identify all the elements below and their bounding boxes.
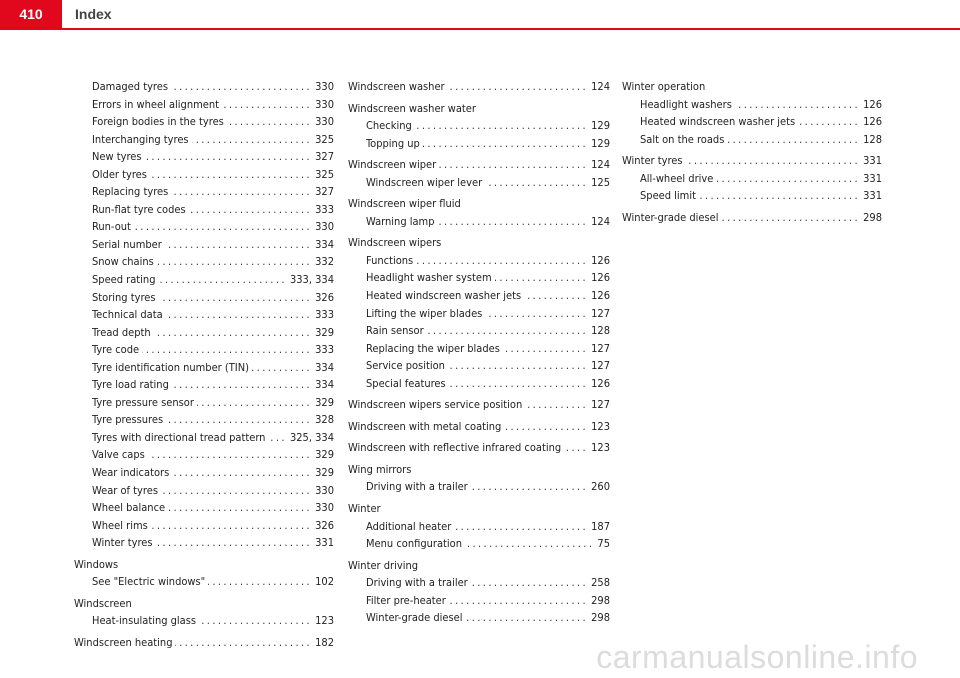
index-subentry	[348, 609, 610, 627]
dot-leader	[142, 341, 312, 359]
index-subentry	[74, 271, 334, 289]
index-subentry	[622, 131, 882, 149]
page-reference: 126	[591, 253, 610, 267]
page-reference: 124	[591, 80, 610, 93]
entry-label: Tyre load rating	[92, 378, 169, 392]
page-reference: 329	[315, 325, 334, 339]
dot-leader	[208, 573, 312, 591]
dot-leader	[735, 96, 860, 114]
dot-leader	[686, 152, 861, 170]
dot-leader	[485, 174, 588, 192]
entry-label: Windscreen with metal coating	[348, 419, 502, 433]
index-entry	[622, 152, 882, 170]
page-reference: 126	[591, 271, 610, 285]
page-reference: 123	[591, 441, 610, 455]
entry-label: Special features	[366, 376, 446, 390]
index-subentry	[74, 446, 334, 464]
dot-leader	[449, 592, 588, 610]
page-reference: 327	[315, 150, 334, 164]
index-subentry	[74, 289, 334, 307]
page-reference: 182	[315, 635, 334, 649]
entry-label: Speed limit	[640, 189, 696, 203]
entry-label: Driving with a trailer	[366, 480, 468, 494]
page-reference: 329	[315, 395, 334, 409]
dot-leader	[495, 269, 588, 287]
index-subentry	[74, 341, 334, 359]
entry-label: Replacing the wiper blades	[366, 341, 500, 355]
index-entry	[348, 396, 610, 414]
index-subentry	[348, 305, 610, 323]
entry-label: Valve caps	[92, 448, 145, 462]
index-entry	[74, 634, 334, 652]
entry-label: Windscreen wiper fluid	[348, 197, 461, 211]
dot-leader	[166, 411, 312, 429]
index-subentry	[74, 253, 334, 271]
entry-label: Tyre pressure sensor	[92, 395, 194, 409]
index-subentry	[622, 113, 882, 131]
index-subentry	[74, 148, 334, 166]
index-subentry	[74, 359, 334, 377]
dot-leader	[722, 209, 861, 227]
page-reference: 333	[315, 308, 334, 322]
page-reference: 102	[315, 575, 334, 589]
dot-leader	[252, 359, 312, 377]
entry-label: Topping up	[366, 136, 420, 150]
entry-label: Headlight washer system	[366, 271, 492, 285]
entry-label: Functions	[366, 253, 414, 267]
dot-leader	[172, 376, 312, 394]
page-reference: 298	[591, 593, 610, 607]
page-reference: 124	[591, 158, 610, 172]
entry-label: Windscreen washer	[348, 80, 445, 93]
dot-leader	[161, 482, 312, 500]
page-reference: 298	[591, 611, 610, 625]
dot-leader	[159, 289, 313, 307]
index-subentry	[74, 201, 334, 219]
index-entry	[348, 234, 610, 252]
index-subentry	[74, 166, 334, 184]
page-reference: 333	[315, 343, 334, 357]
entry-label: Foreign bodies in the tyres	[92, 115, 224, 129]
page-reference: 126	[863, 115, 882, 129]
page-reference: 331	[315, 536, 334, 550]
dot-leader	[454, 518, 588, 536]
entry-label: Heated windscreen washer jets	[366, 289, 522, 303]
dot-leader	[145, 148, 313, 166]
index-entry	[74, 595, 334, 613]
index-entry	[348, 461, 610, 479]
page-reference: 187	[591, 519, 610, 533]
page-reference: 128	[863, 132, 882, 146]
dot-leader	[465, 535, 594, 553]
index-subentry	[74, 96, 334, 114]
index-subentry	[348, 574, 610, 592]
entry-label: Windscreen wiper lever	[366, 175, 483, 189]
index-subentry	[74, 394, 334, 412]
page-reference: 325, 334	[289, 430, 334, 444]
index-entry	[348, 156, 610, 174]
entry-label: Filter pre-heater	[366, 593, 446, 607]
dot-leader	[134, 218, 312, 236]
index-subentry	[74, 499, 334, 517]
entry-label: Errors in wheel alignment	[92, 97, 219, 111]
dot-leader	[466, 609, 589, 627]
entry-label: Additional heater	[366, 519, 452, 533]
entry-label: Run-flat tyre codes	[92, 202, 186, 216]
entry-label: Tyre identification number (TIN)	[92, 360, 249, 374]
index-subentry	[622, 187, 882, 205]
entry-label: Tread depth	[92, 325, 151, 339]
dot-leader	[157, 253, 312, 271]
index-subentry	[348, 535, 610, 553]
page-reference: 258	[591, 576, 610, 590]
page-reference: 325	[315, 167, 334, 181]
entry-label: Snow chains	[92, 255, 154, 269]
page-title: Index	[75, 6, 112, 22]
dot-leader	[171, 183, 312, 201]
dot-leader	[199, 612, 312, 630]
dot-leader	[439, 156, 588, 174]
page-reference: 334	[315, 378, 334, 392]
dot-leader	[150, 166, 312, 184]
index-subentry	[74, 376, 334, 394]
entry-label: Tyre code	[92, 343, 140, 357]
dot-leader	[165, 236, 312, 254]
entry-label: Winter-grade diesel	[366, 611, 463, 625]
dot-leader	[716, 170, 860, 188]
entry-label: Heated windscreen washer jets	[640, 115, 796, 129]
dot-leader	[416, 252, 588, 270]
page-reference: 123	[591, 419, 610, 433]
entry-label: Winter tyres	[622, 154, 683, 168]
entry-label: Wear of tyres	[92, 483, 158, 497]
entry-label: Menu configuration	[366, 537, 462, 551]
page-reference: 326	[315, 518, 334, 532]
index-subentry	[74, 429, 334, 447]
page-reference: 333	[315, 202, 334, 216]
index-subentry	[622, 96, 882, 114]
index-subentry	[348, 592, 610, 610]
entry-label: Headlight washers	[640, 97, 732, 111]
index-subentry	[622, 170, 882, 188]
entry-label: Warning lamp	[366, 214, 435, 228]
index-subentry	[74, 113, 334, 131]
index-entry	[348, 78, 610, 96]
dot-leader	[727, 131, 860, 149]
entry-label: Tyre pressures	[92, 413, 164, 427]
dot-leader	[471, 574, 588, 592]
dot-leader	[154, 324, 312, 342]
entry-label: Rain sensor	[366, 324, 424, 338]
index-subentry	[348, 269, 610, 287]
index-subentry	[74, 324, 334, 342]
page-reference: 127	[591, 359, 610, 373]
entry-label: Service position	[366, 359, 445, 373]
index-subentry	[74, 464, 334, 482]
index-subentry	[74, 411, 334, 429]
index-entry	[348, 195, 610, 213]
entry-label: Heat-insulating glass	[92, 614, 197, 628]
entry-label: Windscreen wipers service position	[348, 398, 523, 412]
dot-leader	[485, 305, 588, 323]
entry-label: Checking	[366, 119, 412, 133]
entry-label: Damaged tyres	[92, 80, 168, 93]
entry-label: Wheel balance	[92, 501, 166, 515]
entry-label: Windscreen with reflective infrared coating	[348, 441, 562, 455]
entry-label: Winter-grade diesel	[622, 210, 719, 224]
dot-leader	[166, 306, 312, 324]
index-subentry	[74, 534, 334, 552]
page-reference: 330	[315, 115, 334, 129]
index-entry	[622, 209, 882, 227]
entry-label: Windscreen wipers	[348, 236, 442, 250]
entry-label: Serial number	[92, 237, 162, 251]
dot-leader	[415, 117, 588, 135]
entry-label: Storing tyres	[92, 290, 156, 304]
dot-leader	[268, 429, 286, 447]
page-reference: 330	[315, 97, 334, 111]
entry-label: Lifting the wiper blades	[366, 306, 483, 320]
index-entry	[348, 100, 610, 118]
index-subentry	[74, 131, 334, 149]
entry-label: Tyres with directional tread pattern	[92, 430, 266, 444]
page-reference: 327	[315, 185, 334, 199]
entry-label: Winter operation	[622, 80, 706, 93]
dot-leader	[427, 322, 588, 340]
page-reference: 330	[315, 501, 334, 515]
index-subentry	[74, 612, 334, 630]
dot-leader	[564, 439, 588, 457]
page-reference: 298	[863, 210, 882, 224]
page-reference: 331	[863, 154, 882, 168]
index-entry	[348, 439, 610, 457]
index-subentry	[74, 306, 334, 324]
index-entry	[348, 418, 610, 436]
page-reference: 127	[591, 398, 610, 412]
page-reference: 75	[597, 537, 610, 551]
dot-leader	[437, 213, 588, 231]
index-entry	[348, 500, 610, 518]
entry-label: Winter tyres	[92, 536, 153, 550]
entry-label: See "Electric windows"	[92, 575, 206, 589]
index-column-2	[348, 78, 610, 627]
entry-label: Technical data	[92, 308, 163, 322]
page-reference: 129	[591, 136, 610, 150]
dot-leader	[504, 418, 588, 436]
page-reference: 330	[315, 80, 334, 93]
index-subentry	[74, 218, 334, 236]
page-header	[0, 0, 960, 34]
page-number: 410	[0, 0, 62, 28]
dot-leader	[448, 357, 588, 375]
entry-label: Windows	[74, 557, 119, 571]
index-subentry	[74, 482, 334, 500]
dot-leader	[197, 394, 312, 412]
entry-label: Wheel rims	[92, 518, 148, 532]
page-reference: 331	[863, 189, 882, 203]
dot-leader	[156, 534, 313, 552]
index-subentry	[348, 174, 610, 192]
index-subentry	[348, 287, 610, 305]
index-subentry	[348, 135, 610, 153]
index-subentry	[74, 183, 334, 201]
index-subentry	[348, 518, 610, 536]
page-reference: 127	[591, 341, 610, 355]
entry-label: Run-out	[92, 220, 131, 234]
index-subentry	[74, 517, 334, 535]
page-reference: 123	[315, 614, 334, 628]
page-reference: 330	[315, 220, 334, 234]
page-reference: 333, 334	[289, 273, 334, 287]
page-reference: 334	[315, 237, 334, 251]
dot-leader	[172, 464, 312, 482]
index-subentry	[74, 78, 334, 96]
dot-leader	[159, 271, 287, 289]
dot-leader	[189, 201, 312, 219]
index-subentry	[348, 357, 610, 375]
dot-leader	[503, 340, 588, 358]
entry-label: Windscreen wiper	[348, 158, 437, 172]
index-entry	[348, 557, 610, 575]
index-subentry	[348, 478, 610, 496]
dot-leader	[471, 478, 588, 496]
page-reference: 260	[591, 480, 610, 494]
entry-label: Windscreen washer water	[348, 101, 476, 115]
page-reference: 126	[591, 376, 610, 390]
page-reference: 329	[315, 466, 334, 480]
dot-leader	[423, 135, 588, 153]
entry-label: Windscreen heating	[74, 635, 173, 649]
index-subentry	[348, 322, 610, 340]
dot-leader	[524, 287, 588, 305]
dot-leader	[227, 113, 312, 131]
dot-leader	[699, 187, 860, 205]
page-reference: 125	[591, 175, 610, 189]
header-divider	[0, 28, 960, 30]
page-reference: 334	[315, 360, 334, 374]
page-reference: 332	[315, 255, 334, 269]
index-subentry	[348, 117, 610, 135]
entry-label: Wing mirrors	[348, 462, 412, 476]
index-entry	[622, 78, 882, 96]
page-reference: 325	[315, 132, 334, 146]
index-subentry	[348, 340, 610, 358]
entry-label: New tyres	[92, 150, 142, 164]
index-column-1	[74, 78, 334, 652]
entry-label: Windscreen	[74, 596, 132, 610]
page-reference: 126	[591, 289, 610, 303]
dot-leader	[175, 634, 312, 652]
dot-leader	[222, 96, 312, 114]
page-reference: 128	[591, 324, 610, 338]
page-reference: 329	[315, 448, 334, 462]
entry-label: Driving with a trailer	[366, 576, 468, 590]
dot-leader	[171, 78, 312, 96]
index-subentry	[348, 213, 610, 231]
dot-leader	[192, 131, 313, 149]
page-reference: 331	[863, 171, 882, 185]
page-reference: 326	[315, 290, 334, 304]
page-reference: 330	[315, 483, 334, 497]
page-reference: 127	[591, 306, 610, 320]
page-reference: 129	[591, 119, 610, 133]
entry-label: Speed rating	[92, 273, 156, 287]
entry-label: Winter	[348, 502, 381, 516]
entry-label: Older tyres	[92, 167, 147, 181]
page-reference: 126	[863, 97, 882, 111]
index-subentry	[74, 236, 334, 254]
dot-leader	[525, 396, 588, 414]
dot-leader	[168, 499, 312, 517]
watermark-logo: carmanualsonline.info	[596, 639, 918, 675]
dot-leader	[798, 113, 860, 131]
entry-label: All-wheel drive	[640, 171, 714, 185]
entry-label: Salt on the roads	[640, 132, 725, 146]
entry-label: Replacing tyres	[92, 185, 169, 199]
index-subentry	[348, 252, 610, 270]
index-subentry	[348, 375, 610, 393]
index-column-3	[622, 78, 882, 226]
dot-leader	[148, 446, 312, 464]
dot-leader	[449, 375, 588, 393]
entry-label: Winter driving	[348, 558, 419, 572]
entry-label: Interchanging tyres	[92, 132, 189, 146]
dot-leader	[448, 78, 588, 96]
dot-leader	[151, 517, 312, 535]
index-entry	[74, 556, 334, 574]
entry-label: Wear indicators	[92, 466, 170, 480]
index-subentry	[74, 573, 334, 591]
page-reference: 124	[591, 214, 610, 228]
page-reference: 328	[315, 413, 334, 427]
